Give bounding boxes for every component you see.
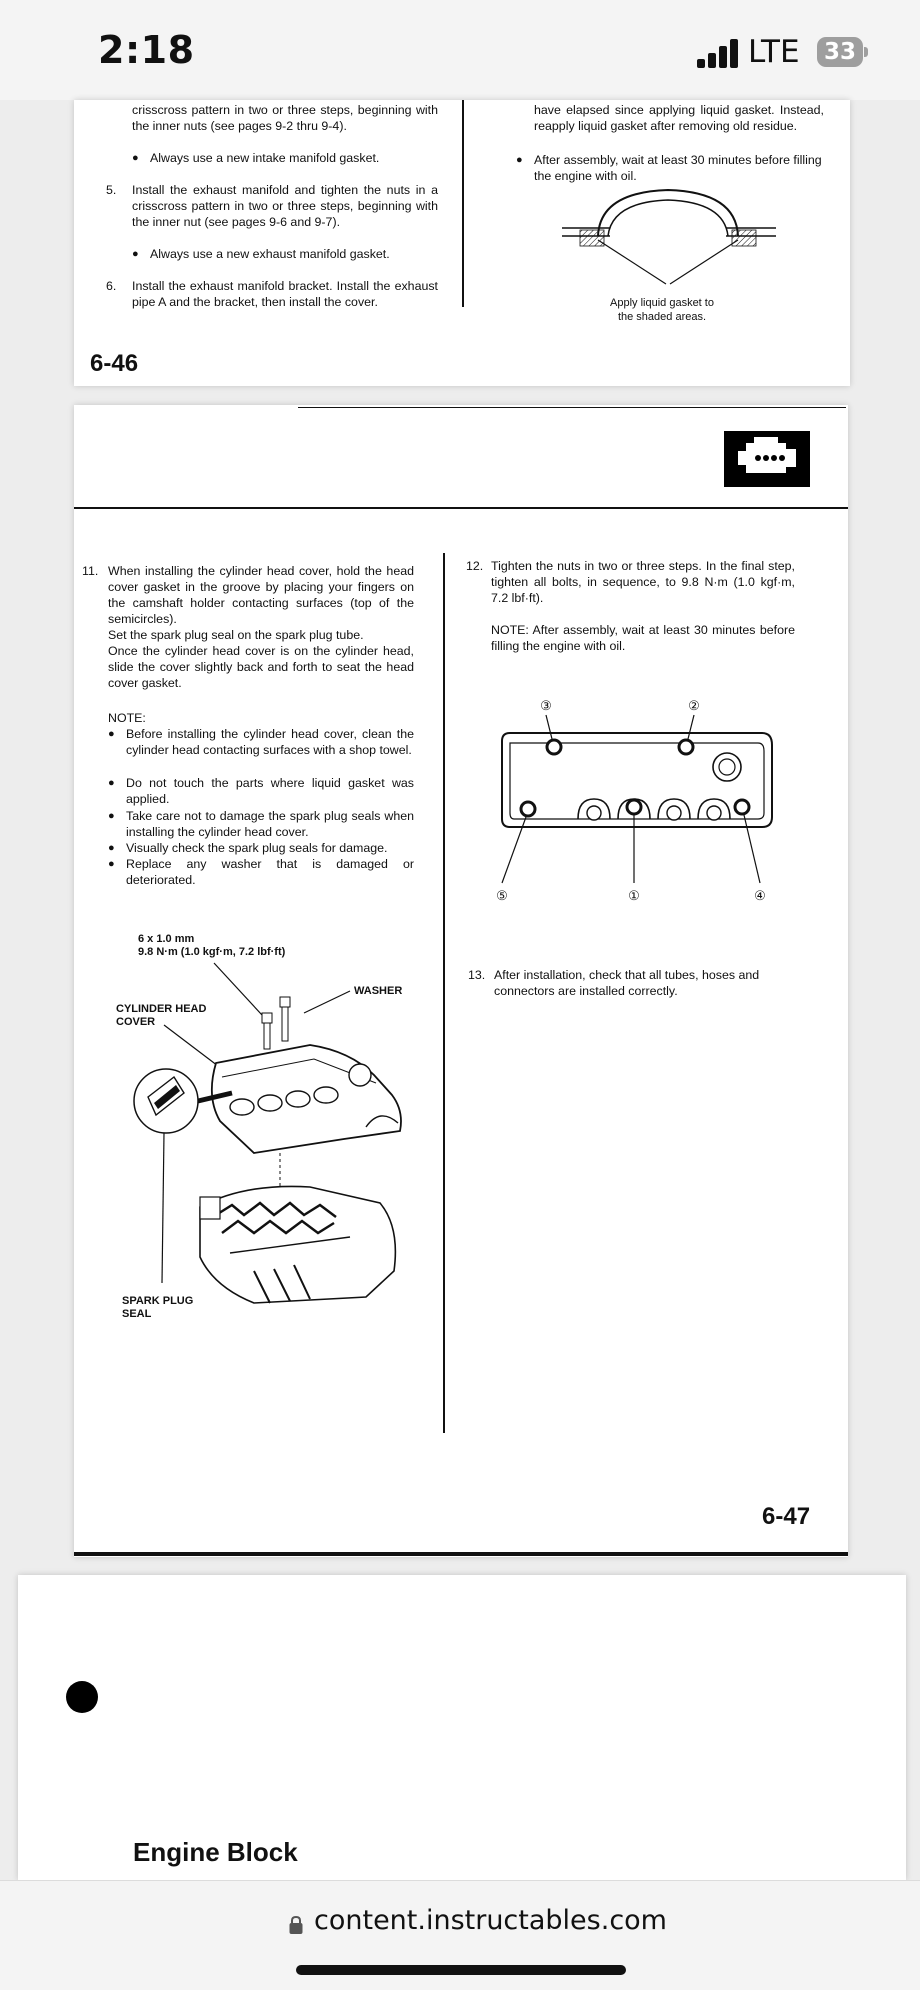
lock-icon	[288, 1915, 304, 1935]
step-12-text: Tighten the nuts in two or three steps. In the final step, tighten all bolts, in sequence, to 9.8 N·m (1.0 kgf·m, 7.2 lbf·ft).	[491, 559, 795, 605]
column-divider-2	[443, 553, 445, 1433]
text-continued: crisscross pattern in two or three steps, beginning with the inner nuts (see pages 9-2 thru 9-4).	[132, 103, 438, 133]
cylinder-head-cover-diagram	[104, 957, 424, 1317]
step-12-num: 12.	[466, 559, 484, 573]
note-washer: ● Replace any washer that is damaged or deteriorated.	[126, 856, 414, 888]
seq-label-3: ③	[540, 698, 552, 713]
step-11-text: When installing the cylinder head cover, hold the head cover gasket in the groove by placing your fingers on the camshaft holder contacting surfaces (top of the semicircles).	[108, 564, 414, 626]
seq-label-4: ④	[754, 888, 766, 903]
header-rule	[74, 507, 848, 509]
seq-label-1: ①	[628, 888, 640, 903]
step-5-text: Install the exhaust manifold and tighten the nuts in a crisscross pattern in two or three steps, beginning with the inner nut (see pages 9-6 and 9-7).	[132, 183, 438, 229]
page-top-rule	[298, 407, 846, 408]
step-12-note: NOTE: After assembly, wait at least 30 minutes before filling the engine with oil.	[491, 623, 795, 653]
note-clean: ● Before installing the cylinder head cover, clean the cylinder head contacting surfaces with a shop towel.	[126, 726, 414, 758]
label-cover-1: CYLINDER HEAD	[116, 1003, 207, 1015]
signal-icon	[697, 38, 739, 68]
note-spark-plug-seals: ● Take care not to damage the spark plug seals when installing the cylinder head cover.	[126, 808, 414, 840]
note-liquid-gasket: ● Do not touch the parts where liquid gasket was applied.	[126, 775, 414, 807]
page-bottom-rule	[74, 1552, 848, 1556]
step-5-num: 5.	[106, 183, 117, 197]
diagram-caption: Apply liquid gasket to the shaded areas.	[610, 297, 714, 323]
step-13-num: 13.	[468, 968, 486, 982]
step-11-num: 11.	[82, 564, 99, 578]
step-13-text: After installation, check that all tubes, hoses and connectors are installed correctly.	[494, 968, 760, 998]
label-seal-2: SEAL	[122, 1308, 152, 1320]
engine-icon	[724, 431, 810, 487]
next-step-card[interactable]	[18, 1575, 906, 1880]
status-bar	[0, 0, 920, 100]
url-text[interactable]: content.instructables.com	[314, 1905, 667, 1936]
manual-page-current	[74, 405, 848, 1557]
step-11-line2: Set the spark plug seal on the spark plug tube.	[108, 628, 364, 642]
step-6-num: 6.	[106, 279, 117, 293]
label-cover-2: COVER	[116, 1016, 156, 1028]
page-number-6-47: 6-47	[762, 1503, 811, 1530]
bullet-exhaust-gasket: ● Always use a new exhaust manifold gasket.	[150, 246, 440, 262]
column-divider	[462, 100, 464, 307]
section-title: Engine Block	[133, 1837, 298, 1867]
seq-label-5: ⑤	[496, 888, 508, 903]
home-indicator[interactable]	[296, 1965, 626, 1975]
bolt-spec-torque: 9.8 N·m (1.0 kgf·m, 7.2 lbf·ft)	[138, 946, 286, 958]
label-washer: WASHER	[354, 985, 403, 997]
liquid-gasket-diagram	[560, 184, 780, 294]
battery-icon: 33	[817, 37, 863, 67]
bullet-dot	[66, 1681, 98, 1713]
page-number-6-46: 6-46	[90, 350, 139, 377]
bullet-wait-30: ● After assembly, wait at least 30 minutes before filling the engine with oil.	[534, 152, 824, 184]
label-seal-1: SPARK PLUG	[122, 1295, 194, 1307]
bolt-spec-size: 6 x 1.0 mm	[138, 933, 195, 945]
step-6-text: Install the exhaust manifold bracket. Install the exhaust pipe A and the bracket, then install the cover.	[132, 279, 438, 309]
bolt-sequence-diagram	[486, 697, 786, 917]
status-time: 2:18	[98, 28, 195, 72]
bullet-intake-gasket: ● Always use a new intake manifold gasket.	[150, 150, 440, 166]
note-visual-check: ● Visually check the spark plug seals for damage.	[126, 840, 414, 856]
text-right-continued: have elapsed since applying liquid gasket. Instead, reapply liquid gasket after removing old residue.	[534, 103, 824, 133]
network-type: LTE	[748, 34, 800, 70]
battery-tip	[864, 47, 868, 57]
step-11-line3: Once the cylinder head cover is on the cylinder head, slide the cover slightly back and forth to seat the head cover gasket.	[108, 644, 414, 690]
seq-label-2: ②	[688, 698, 700, 713]
browser-url-bar[interactable]	[0, 1880, 920, 1990]
manual-page-prev	[74, 100, 850, 386]
note-label: NOTE:	[108, 711, 146, 725]
